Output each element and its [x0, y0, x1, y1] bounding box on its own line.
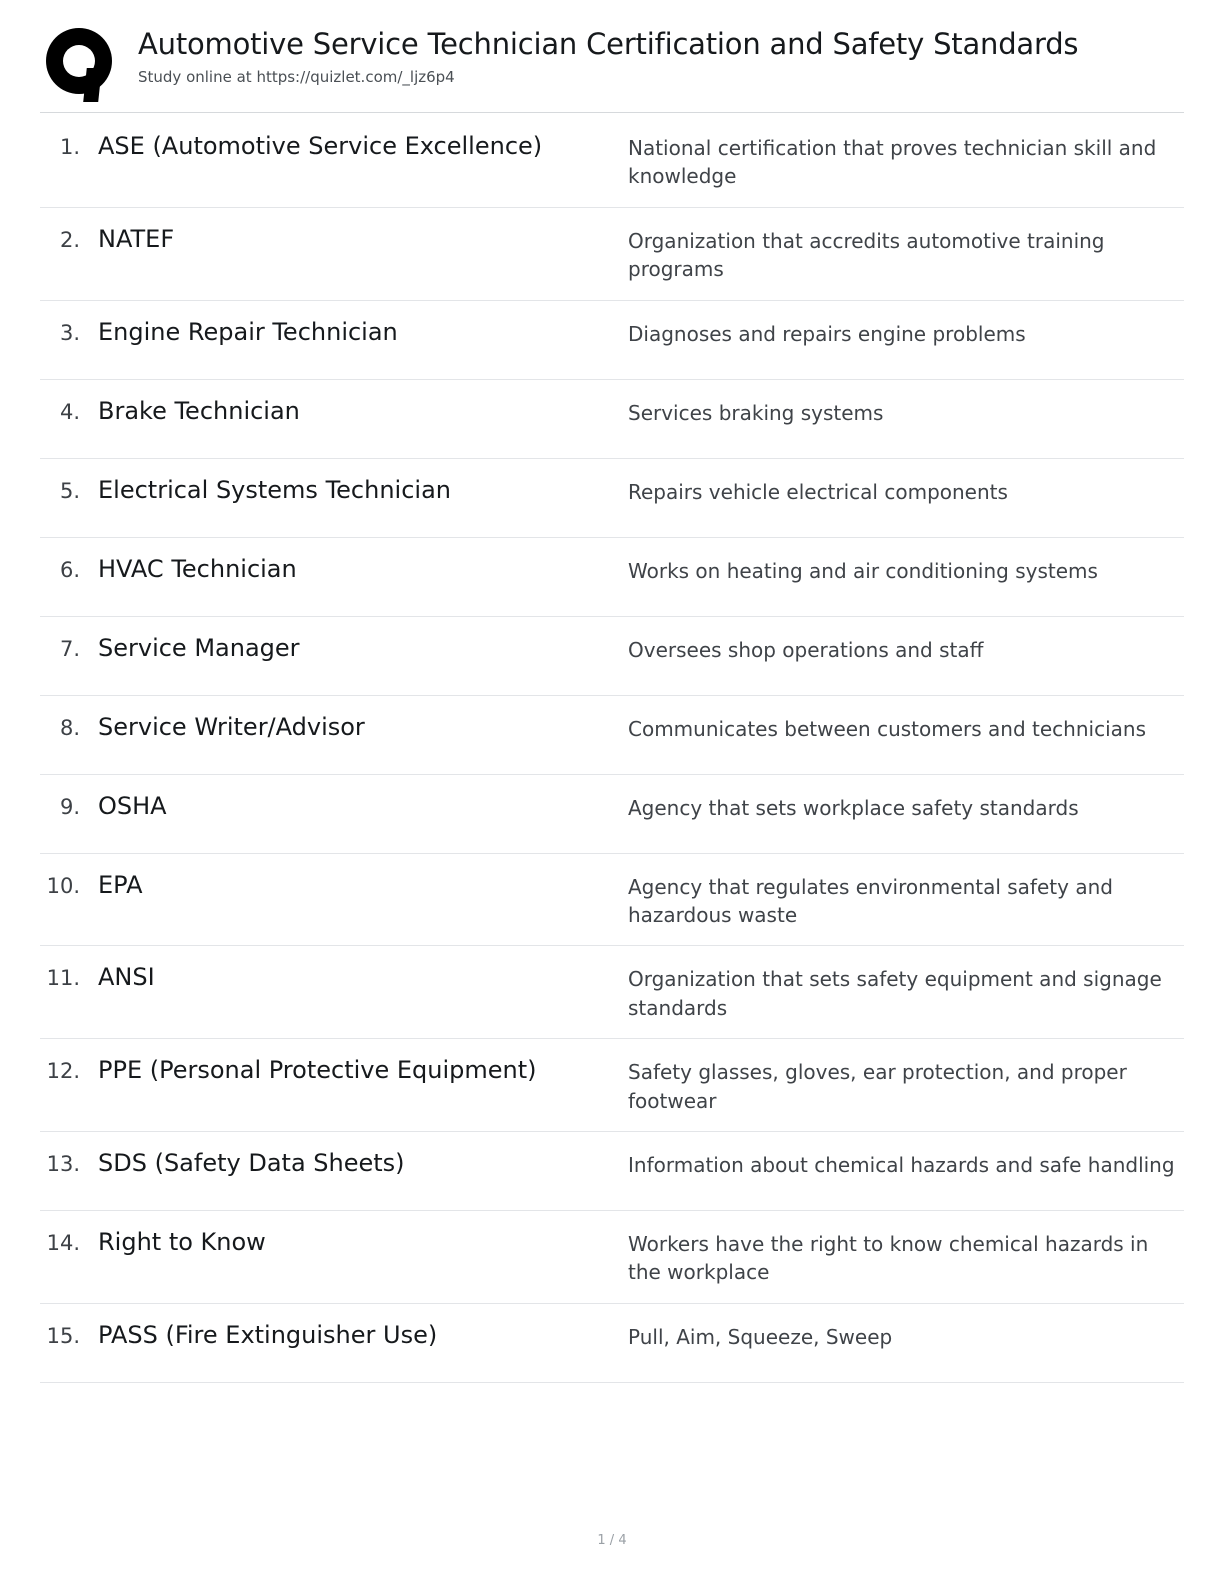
- item-number: 7.: [59, 636, 80, 661]
- list-item: [40, 113, 1184, 208]
- item-term: Electrical Systems Technician: [98, 475, 451, 504]
- item-number: 14.: [46, 1230, 80, 1255]
- list-item: [40, 459, 1184, 538]
- item-definition: Pull, Aim, Squeeze, Sweep: [628, 1324, 893, 1349]
- list-item: [40, 208, 1184, 301]
- list-item: [40, 775, 1184, 854]
- item-number: 5.: [59, 478, 80, 503]
- item-number: 9.: [59, 794, 80, 819]
- list-item: [40, 946, 1184, 1039]
- item-number: 3.: [59, 320, 80, 345]
- item-definition: Safety glasses, gloves, ear protection, and proper footwear: [628, 1060, 1127, 1113]
- item-term: HVAC Technician: [98, 554, 297, 583]
- item-term: ASE (Automotive Service Excellence): [98, 132, 543, 160]
- list-item: [40, 617, 1184, 696]
- item-term: ANSI: [98, 963, 155, 992]
- item-term: Service Writer/Advisor: [98, 712, 365, 741]
- item-term: Brake Technician: [98, 396, 300, 425]
- list-item: [40, 696, 1184, 775]
- item-definition: Works on heating and air conditioning systems: [628, 558, 1098, 583]
- study-link[interactable]: Study online at https://quizlet.com/_ljz6p4: [138, 68, 455, 87]
- page-number: 1 / 4: [597, 1533, 627, 1548]
- list-item: [40, 1304, 1184, 1383]
- item-definition: Agency that regulates environmental safety and hazardous waste: [628, 874, 1113, 927]
- item-term: NATEF: [98, 224, 175, 253]
- item-definition: Services braking systems: [628, 400, 884, 425]
- item-number: 13.: [46, 1151, 80, 1176]
- item-definition: Repairs vehicle electrical components: [628, 479, 1008, 504]
- list-item: [40, 380, 1184, 459]
- item-number: 2.: [59, 227, 80, 252]
- list-item: [40, 1211, 1184, 1304]
- item-definition: Diagnoses and repairs engine problems: [628, 321, 1026, 346]
- item-term: Service Manager: [98, 633, 300, 662]
- item-number: 15.: [46, 1323, 80, 1348]
- list-item: [40, 301, 1184, 380]
- item-term: PASS (Fire Extinguisher Use): [98, 1320, 438, 1349]
- list-item: [40, 538, 1184, 617]
- item-definition: National certification that proves technician skill and knowledge: [628, 136, 1157, 189]
- document-header: [40, 22, 1184, 113]
- item-definition: Organization that accredits automotive training programs: [628, 228, 1105, 282]
- item-number: 11.: [46, 966, 80, 991]
- quizlet-q-logo-icon: [42, 24, 122, 104]
- list-item: [40, 1039, 1184, 1132]
- term-list: [40, 113, 1184, 1383]
- item-definition: Oversees shop operations and staff: [628, 637, 984, 662]
- item-number: 1.: [59, 135, 80, 159]
- item-number: 8.: [59, 715, 80, 740]
- item-definition: Agency that sets workplace safety standards: [628, 795, 1079, 820]
- list-item: [40, 1132, 1184, 1211]
- header-text-block: [122, 22, 1078, 86]
- item-number: 10.: [46, 873, 80, 898]
- item-term: OSHA: [98, 791, 167, 820]
- item-term: SDS (Safety Data Sheets): [98, 1148, 405, 1177]
- item-term: Right to Know: [98, 1227, 266, 1256]
- item-term: PPE (Personal Protective Equipment): [98, 1056, 537, 1085]
- item-definition: Information about chemical hazards and safe handling: [628, 1152, 1175, 1177]
- item-number: 12.: [46, 1059, 80, 1084]
- item-number: 6.: [59, 557, 80, 582]
- item-term: Engine Repair Technician: [98, 317, 398, 346]
- item-definition: Communicates between customers and technicians: [628, 716, 1146, 741]
- page-title: Automotive Service Technician Certification and Safety Standards: [138, 27, 1079, 61]
- item-term: EPA: [98, 870, 143, 899]
- item-definition: Workers have the right to know chemical hazards in the workplace: [628, 1231, 1149, 1285]
- item-definition: Organization that sets safety equipment and signage standards: [628, 967, 1162, 1020]
- list-item: [40, 854, 1184, 947]
- item-number: 4.: [59, 399, 80, 424]
